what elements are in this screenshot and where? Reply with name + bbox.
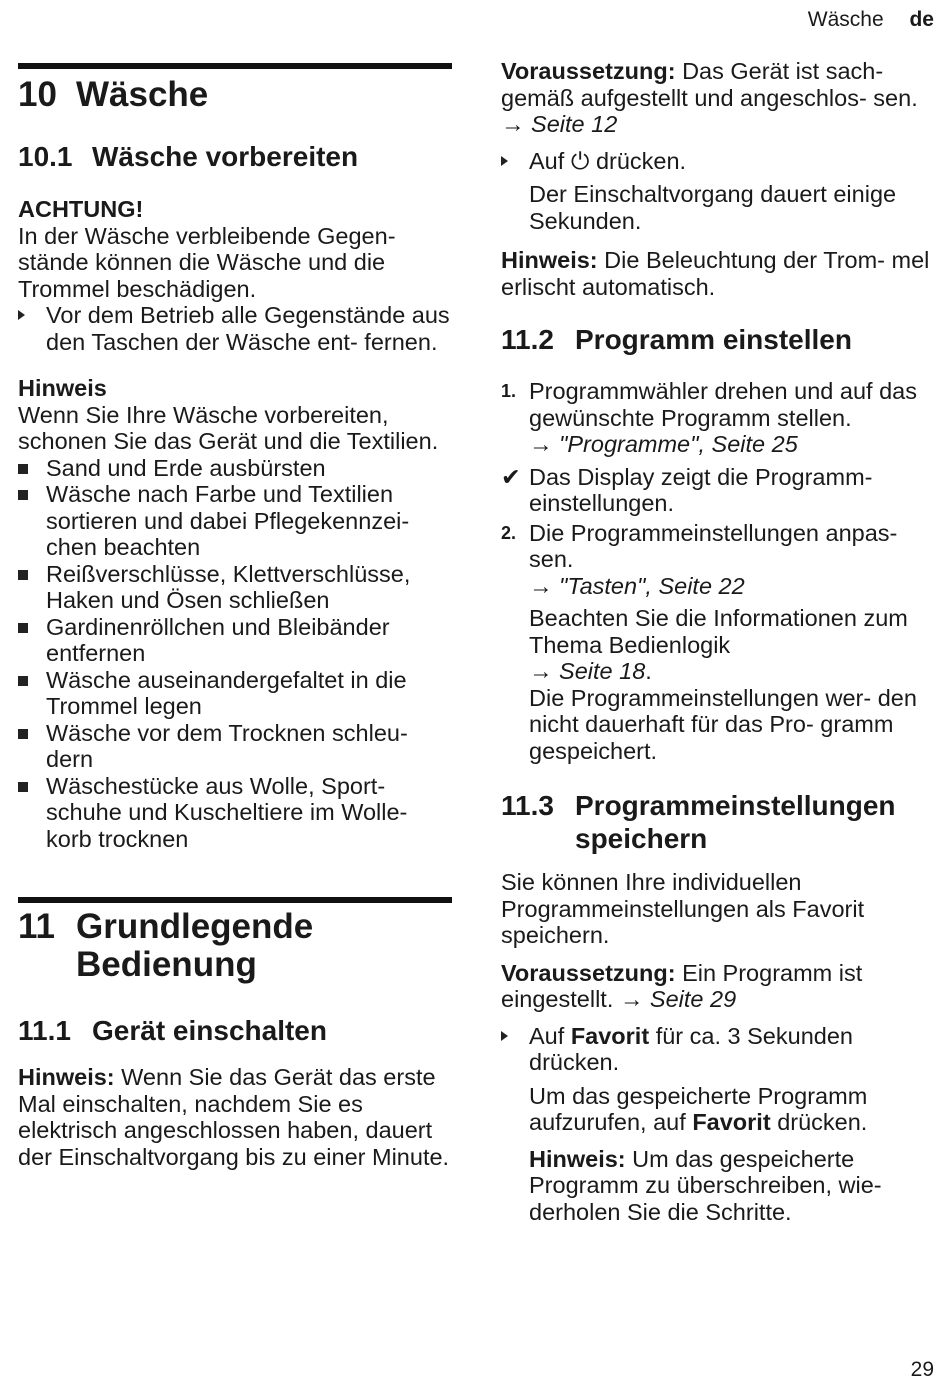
step-favorite-result: Um das gespeicherte Programm aufzurufen, auf Favorit drücken.: [529, 1082, 868, 1135]
page-reference: "Programme", Seite 25: [559, 431, 798, 457]
bullet-square-icon: [18, 676, 28, 686]
step-power-on: Auf ⏻ drücken.: [501, 148, 937, 175]
step-2-info: Beachten Sie die Informationen zum Thema Bedienlogik → Seite 18. Die Programmeinstellungen wer- den nicht dauerhaft für das Pro- gramm gespeichert.: [529, 605, 917, 764]
bullet-square-icon: [18, 729, 28, 739]
arrow-right-icon: →: [501, 111, 525, 137]
chapter-11-heading: 11 Grundlegende Bedienung: [18, 907, 314, 984]
chapter-rule: [18, 63, 452, 69]
caution-label: ACHTUNG!: [18, 196, 144, 222]
bullet-square-icon: [18, 623, 28, 633]
power-icon: ⏻: [570, 147, 590, 174]
left-column: [18, 0, 452, 1170]
prerequisite-2: Voraussetzung: Ein Programm ist eingestellt. → Seite 29: [501, 959, 863, 1012]
bullet-square-icon: [18, 570, 28, 580]
prerequisite-1: Voraussetzung: Das Gerät ist sach- gemäß aufgestellt und angeschlos- sen. → Seite 12: [501, 58, 918, 137]
check-icon: ✔: [501, 463, 521, 490]
right-column: [501, 0, 937, 1225]
section-11-1-heading: 11.1 Gerät einschalten: [18, 1015, 327, 1046]
caution-step: Vor dem Betrieb alle Gegenstände aus den Taschen der Wäsche ent- fernen.: [18, 302, 452, 355]
note-lighting: Hinweis: Die Beleuchtung der Trom- mel erlischt automatisch.: [501, 247, 930, 300]
list-item: Wäsche nach Farbe und Textilien sortieren und dabei Pflegekennzei- chen beachten: [18, 481, 452, 561]
section-11-1-note: Hinweis: Wenn Sie das Gerät das erste Mal einschalten, nachdem Sie es elektrisch angeschlossen haben, dauert der Einschaltvorgang bis zu einer Minute.: [18, 1064, 450, 1170]
step-favorite: Auf Favorit für ca. 3 Sekunden drücken.: [501, 1023, 937, 1076]
list-item: Wäsche auseinandergefaltet in die Trommel legen: [18, 667, 452, 720]
step-triangle-icon: [501, 1031, 508, 1041]
section-11-2-heading: 11.2 Programm einstellen: [501, 324, 852, 355]
chapter-10-heading: 10 Wäsche: [18, 75, 209, 114]
page-reference: Seite 12: [531, 111, 618, 137]
arrow-right-icon: →: [619, 986, 644, 1012]
page-reference: "Tasten", Seite 22: [559, 572, 745, 599]
chapter-rule: [18, 897, 452, 903]
section-11-3-intro: Sie können Ihre individuellen Programmeinstellungen als Favorit speichern.: [501, 869, 865, 948]
bullet-square-icon: [18, 782, 28, 792]
section-11-3-heading: 11.3 Programmeinstellungen speichern: [501, 790, 896, 854]
arrow-right-icon: →: [529, 658, 553, 684]
step-power-on-result: Der Einschaltvorgang dauert einige Sekunden.: [529, 181, 897, 234]
step-triangle-icon: [18, 310, 25, 320]
list-item: Wäschestücke aus Wolle, Sport- schuhe und Kuscheltiere im Wolle- korb trocknen: [18, 773, 452, 853]
step-triangle-icon: [501, 156, 508, 166]
caution-text: In der Wäsche verbleibende Gegen- stände können die Wäsche und die Trommel beschädigen.: [18, 222, 396, 302]
step-1-result: ✔ Das Display zeigt die Programm- einstellungen.: [501, 463, 873, 516]
bullet-square-icon: [18, 464, 28, 474]
page-number: 29: [910, 1358, 934, 1381]
header-language: de: [909, 8, 934, 31]
numbered-step-1: 1. Programmwähler drehen und auf das gewünschte Programm stellen. → "Programme", Seite 25: [501, 378, 917, 457]
page-reference: Seite 29: [649, 986, 737, 1012]
note-label: Hinweis: [18, 375, 107, 401]
list-item: Reißverschlüsse, Klettverschlüsse, Haken und Ösen schließen: [18, 561, 452, 614]
list-item: Sand und Erde ausbürsten: [18, 455, 452, 482]
arrow-right-icon: →: [529, 431, 553, 457]
favorite-note: Hinweis: Um das gespeicherte Programm zu überschreiben, wie- derholen Sie die Schritte.: [529, 1145, 882, 1225]
header-section: Wäsche: [807, 8, 884, 31]
page-reference: Seite 18: [559, 658, 646, 684]
arrow-right-icon: →: [529, 572, 553, 599]
section-10-1-heading: 10.1 Wäsche vorbereiten: [18, 141, 359, 172]
numbered-step-2: 2. Die Programmeinstellungen anpas- sen. → "Tasten", Seite 22: [501, 519, 898, 599]
bullet-square-icon: [18, 490, 28, 500]
note-text: Wenn Sie Ihre Wäsche vorbereiten, schonen Sie das Gerät und die Textilien.: [18, 401, 439, 454]
list-item: Wäsche vor dem Trocknen schleu- dern: [18, 720, 452, 773]
preparation-list: [18, 455, 452, 853]
list-item: Gardinenröllchen und Bleibänder entfernen: [18, 614, 452, 667]
